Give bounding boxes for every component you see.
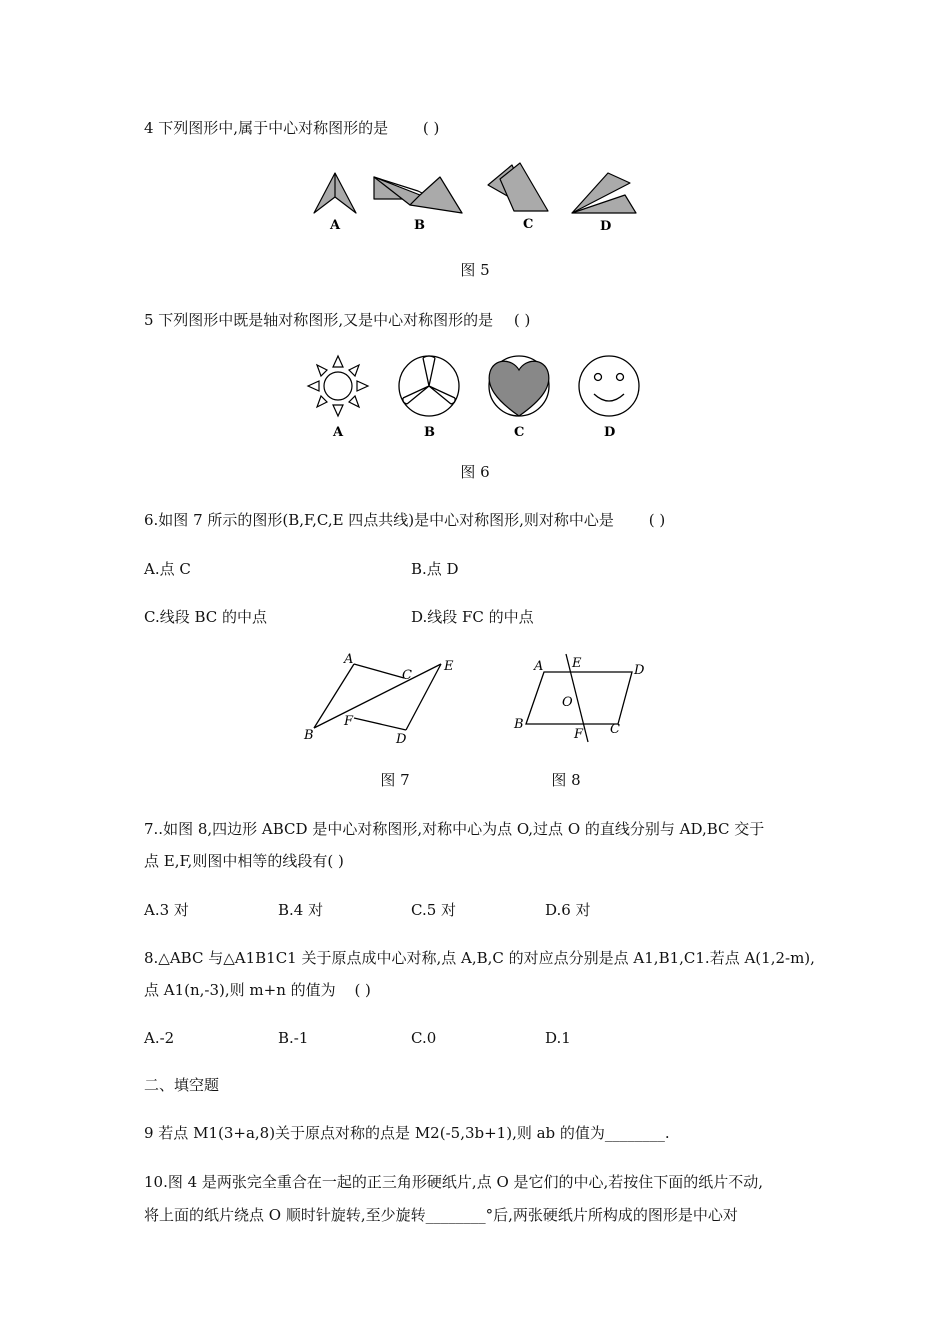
section-heading-fill-in: 二、填空题: [144, 1076, 220, 1094]
q7-line-2: 点 E,F,则图中相等的线段有( ): [144, 852, 344, 870]
fig8-point-c: C: [610, 722, 620, 737]
figure-8-caption: 图 8: [551, 771, 581, 789]
q10-line-2: 将上面的纸片绕点 O 顺时针旋转,至少旋转________°后,两张硬纸片所构成的图形是中心对: [144, 1206, 738, 1224]
q8-line-2-text: 点 A1(n,-3),则 m+n 的值为: [144, 981, 336, 999]
fig8-point-b: B: [514, 717, 524, 732]
q7-option-d: D.6 对: [545, 901, 591, 919]
q10-line-1: 10.图 4 是两张完全重合在一起的正三角形硬纸片,点 O 是它们的中心,若按住下面的纸片不动,: [144, 1173, 764, 1191]
q4-stem: [144, 118, 439, 138]
fig7-point-b: B: [304, 728, 314, 743]
figure-7-caption: 图 7: [380, 771, 410, 789]
fig6-heart-icon: [489, 356, 549, 416]
figure-5: [300, 155, 650, 240]
q6-option-a: A.点 C: [144, 560, 191, 578]
fig5-label-a: A: [330, 218, 341, 233]
q5-stem-text: 5 下列图形中既是轴对称图形,又是中心对称图形的是: [144, 311, 494, 329]
q9-text: 9 若点 M1(3+a,8)关于原点对称的点是 M2(-5,3b+1),则 ab 的值为________.: [144, 1124, 670, 1142]
fig6-label-a: A: [333, 425, 344, 440]
fig7-point-e: E: [444, 659, 454, 674]
fig5-label-d: D: [600, 219, 612, 234]
fig7-point-f: F: [344, 714, 354, 729]
fig8-point-a: A: [534, 659, 544, 674]
q8-answer-paren: ( ): [354, 981, 371, 999]
fig7-diagram: [314, 664, 441, 730]
q8-option-d: D.1: [545, 1029, 571, 1047]
q6-stem-text: 6.如图 7 所示的图形(B,F,C,E 四点共线)是中心对称图形,则对称中心是: [144, 511, 614, 529]
q5-answer-paren: ( ): [513, 311, 531, 329]
q4-answer-paren: ( ): [422, 119, 440, 137]
q7-line-1: 7..如图 8,四边形 ABCD 是中心对称图形,对称中心为点 O,过点 O 的直线分别与 AD,BC 交于: [144, 820, 765, 838]
fig6-sun-icon: [308, 356, 368, 416]
fig5-label-b: B: [414, 218, 425, 233]
q7-option-a: A.3 对: [144, 901, 189, 919]
fig8-point-e: E: [572, 656, 582, 671]
q4-stem-text: 4 下列图形中,属于中心对称图形的是: [144, 119, 389, 137]
fig6-label-b: B: [424, 425, 435, 440]
figure-7-and-8: [296, 648, 656, 748]
figure-5-caption: 图 5: [460, 261, 490, 279]
figure-6: [300, 350, 650, 442]
q8-option-c: C.0: [411, 1029, 437, 1047]
q7-option-c: C.5 对: [411, 901, 457, 919]
q6-stem: [144, 510, 665, 530]
fig6-circle-pattern-icon: [399, 356, 459, 416]
fig7-point-c: C: [402, 668, 412, 683]
q6-option-b: B.点 D: [411, 560, 459, 578]
q6-answer-paren: ( ): [648, 511, 666, 529]
q6-option-c: C.线段 BC 的中点: [144, 608, 268, 626]
figure-6-caption: 图 6: [460, 463, 490, 481]
fig8-point-f: F: [574, 727, 584, 742]
fig7-point-d: D: [396, 732, 407, 747]
q5-stem: [144, 310, 530, 330]
fig8-point-o: O: [562, 695, 573, 710]
q6-option-d: D.线段 FC 的中点: [411, 608, 534, 626]
q8-option-a: A.-2: [144, 1029, 175, 1047]
fig8-point-d: D: [634, 663, 645, 678]
q7-option-b: B.4 对: [278, 901, 324, 919]
fig6-smiley-icon: [579, 356, 639, 416]
q8-line-1: 8.△ABC 与△A1B1C1 关于原点成中心对称,点 A,B,C 的对应点分别是点 A1,B1,C1.若点 A(1,2-m),: [144, 949, 815, 967]
fig6-label-c: C: [514, 425, 525, 440]
fig7-point-a: A: [344, 652, 354, 667]
q8-line-2: [144, 980, 371, 1000]
q8-option-b: B.-1: [278, 1029, 309, 1047]
fig6-label-d: D: [604, 425, 616, 440]
fig5-label-c: C: [523, 217, 534, 232]
